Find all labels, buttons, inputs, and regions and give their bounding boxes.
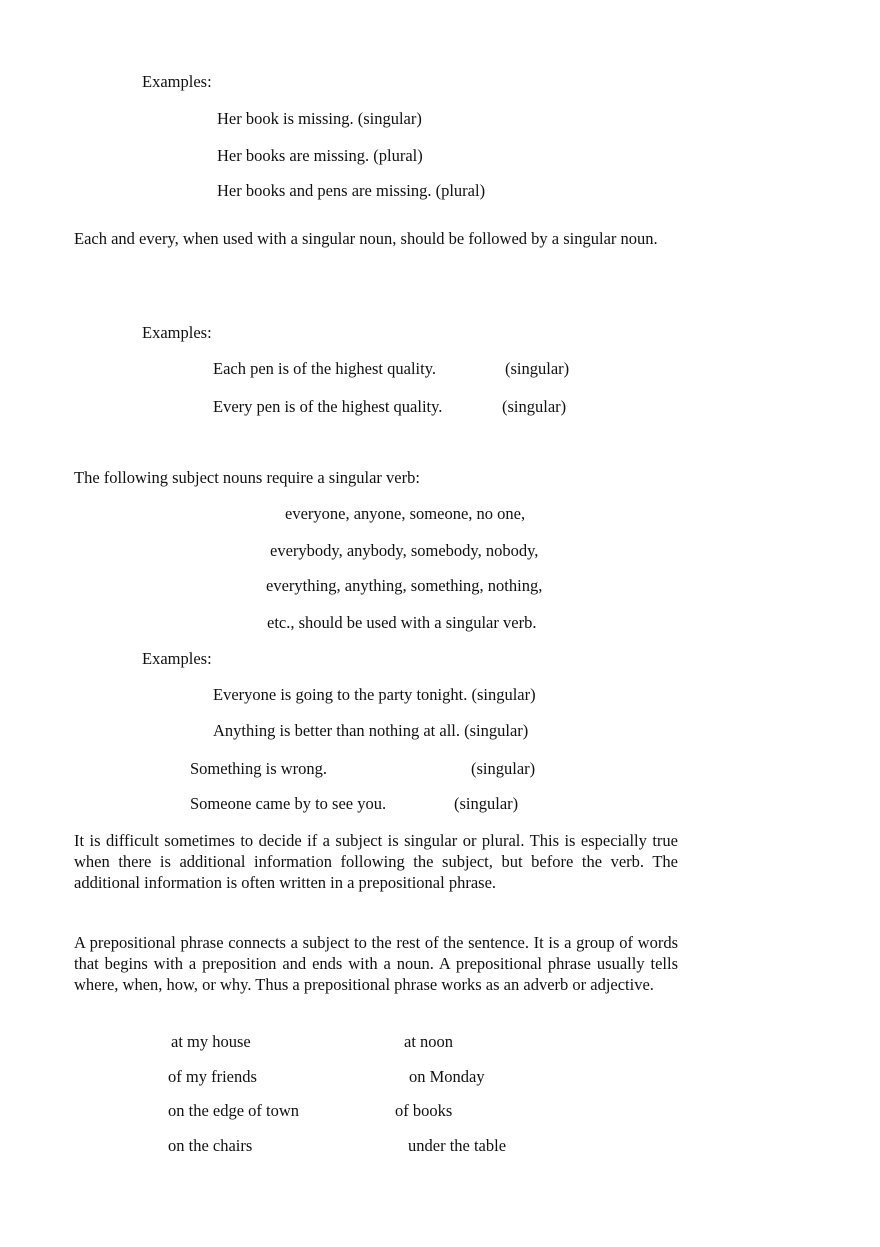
phrase-example: of books	[395, 1101, 453, 1120]
rule-each-every: Each and every, when used with a singular noun, should be followed by a singular noun.	[74, 229, 658, 248]
example-tag: (singular)	[505, 359, 570, 378]
phrase-example: on Monday	[409, 1067, 485, 1086]
example-tag: (singular)	[471, 759, 536, 778]
examples-label-1: Examples:	[142, 72, 212, 91]
phrase-example: under the table	[408, 1136, 507, 1155]
phrase-example: at noon	[404, 1032, 454, 1051]
phrase-example: at my house	[171, 1032, 251, 1051]
example-sentence: Anything is better than nothing at all. (singular)	[213, 721, 529, 740]
example-sentence: Someone came by to see you.	[190, 794, 387, 813]
example-sentence: Everyone is going to the party tonight. (singular)	[213, 685, 536, 704]
pronoun-list-line: everybody, anybody, somebody, nobody,	[270, 541, 539, 560]
example-sentence: Her books and pens are missing. (plural)	[217, 181, 486, 200]
pronoun-list-line: etc., should be used with a singular verb.	[267, 613, 537, 632]
example-tag: (singular)	[502, 397, 567, 416]
example-sentence: Every pen is of the highest quality.	[213, 397, 443, 416]
phrase-example: of my friends	[168, 1067, 257, 1086]
example-sentence: Each pen is of the highest quality.	[213, 359, 436, 378]
phrase-example: on the chairs	[168, 1136, 253, 1155]
example-tag: (singular)	[454, 794, 519, 813]
example-sentence: Something is wrong.	[190, 759, 328, 778]
example-sentence: Her book is missing. (singular)	[217, 109, 422, 128]
examples-label-3: Examples:	[142, 649, 212, 668]
rule-singular-verb: The following subject nouns require a singular verb:	[74, 468, 420, 487]
example-sentence: Her books are missing. (plural)	[217, 146, 423, 165]
paragraph-prepositional-phrase: A prepositional phrase connects a subject to the rest of the sentence. It is a group of words that begins with a preposition and ends with a noun. A prepositional phrase usually tells where, when, how, or why. Thus a prepositional phrase works as an adverb or adjective.	[74, 933, 678, 994]
phrase-example: on the edge of town	[168, 1101, 300, 1120]
paragraph-subject-difficulty: It is difficult sometimes to decide if a subject is singular or plural. This is especially true when there is additional information following the subject, but before the verb. The additional information is often written in a prepositional phrase.	[74, 831, 678, 892]
examples-label-2: Examples:	[142, 323, 212, 342]
pronoun-list-line: everyone, anyone, someone, no one,	[285, 504, 526, 523]
pronoun-list-line: everything, anything, something, nothing,	[266, 576, 543, 595]
